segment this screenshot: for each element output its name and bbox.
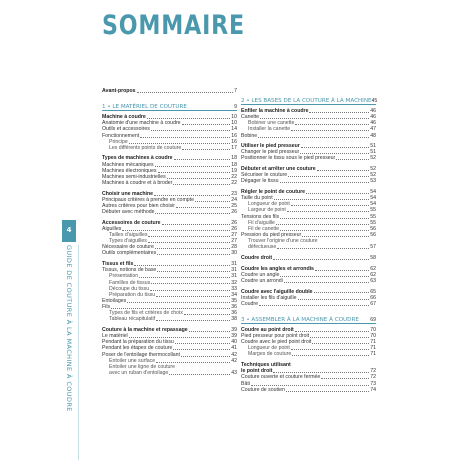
- toc-leader-dots: [280, 218, 369, 219]
- toc-leader-dots: [295, 331, 369, 332]
- toc-leader-dots: [292, 355, 369, 356]
- toc-entry-title: Coudre: [241, 300, 259, 307]
- toc-leader-dots: [309, 112, 369, 113]
- toc-entry-title: Le matériel: [102, 333, 128, 340]
- toc-column-left: [102, 88, 237, 376]
- toc-leader-dots: [291, 205, 369, 206]
- toc-page-number: 72: [370, 374, 376, 381]
- toc-page-number: 53: [370, 178, 376, 185]
- toc-entry: [102, 316, 237, 322]
- toc-leader-dots: [301, 147, 369, 148]
- toc-page-number: 35: [231, 297, 237, 304]
- toc-leader-dots: [167, 178, 231, 179]
- toc-page-number: 7: [234, 87, 237, 94]
- toc-entry-title: Présentation: [109, 273, 139, 280]
- toc-entry-title: Machine à coudre: [102, 114, 146, 121]
- toc-leader-dots: [302, 236, 369, 237]
- toc-entry-title: Machines mécaniques: [102, 161, 154, 168]
- toc-entry-title: Principe: [109, 138, 128, 145]
- toc-entry: [241, 278, 376, 284]
- toc-page-number: 10: [231, 120, 237, 127]
- toc-entry-title: Canette: [241, 114, 260, 121]
- toc-page-number: 55: [370, 219, 376, 226]
- toc-page-number: 42: [231, 351, 237, 358]
- toc-entry-title: Couture de soutien: [241, 386, 285, 393]
- toc-page-number: 32: [231, 279, 237, 286]
- toc-page-number: 47: [370, 126, 376, 133]
- toc-page-number: 69: [370, 316, 376, 323]
- toc-entry-title: Enfiler la machine à coudre: [241, 107, 309, 114]
- toc-entry: [241, 301, 376, 307]
- toc-page-number: 52: [370, 166, 376, 173]
- toc-leader-dots: [277, 248, 369, 249]
- toc-entry-title: Tissus et fils: [102, 261, 134, 268]
- toc-page-number: 24: [231, 196, 237, 203]
- toc-page-number: 48: [370, 132, 376, 139]
- toc-page-number: 55: [370, 213, 376, 220]
- toc-leader-dots: [173, 184, 230, 185]
- toc-leader-dots: [286, 391, 369, 392]
- toc-page-number: 74: [370, 386, 376, 393]
- toc-entry-title: Entoiler une ligne de couture: [109, 363, 176, 370]
- toc-leader-dots: [260, 118, 369, 119]
- toc-entry-title: Coudre un arrondi: [241, 277, 283, 284]
- toc-page-number: 33: [231, 285, 237, 292]
- toc-entry-title: Familles de tissus: [109, 279, 151, 286]
- toc-entry-title: Marges de couture: [248, 351, 292, 358]
- toc-page-number: 39: [231, 333, 237, 340]
- toc-page-number: 27: [231, 238, 237, 245]
- toc-page-number: 31: [231, 261, 237, 268]
- toc-page-number: 22: [231, 173, 237, 180]
- toc-entry-title: Trouver l'origine d'une couture: [248, 238, 318, 245]
- toc-page-number: 54: [370, 189, 376, 196]
- toc-entry-title: Types de machines à coudre: [102, 155, 173, 162]
- toc-section-heading: [241, 96, 376, 105]
- toc-page-number: 36: [231, 310, 237, 317]
- toc-entry-title: Pied presseur pour point droit: [241, 333, 310, 340]
- toc-page-number: 19: [231, 167, 237, 174]
- toc-page-number: 46: [370, 107, 376, 114]
- toc-entry-title: 2 • LES BASES DE LA COUTURE À LA MACHINE: [241, 97, 372, 104]
- toc-leader-dots: [317, 170, 370, 171]
- toc-page-number: 27: [231, 232, 237, 239]
- toc-page-number: 16: [231, 138, 237, 145]
- toc-leader-dots: [182, 149, 230, 150]
- chapter-tab-number: 4: [66, 226, 72, 234]
- toc-page-number: 28: [231, 244, 237, 251]
- toc-page-number: 56: [370, 232, 376, 239]
- toc-entry-title: défectueuse: [248, 244, 277, 251]
- toc-page-number: 36: [231, 304, 237, 311]
- toc-entry-title: Anatomie d'une machine à coudre: [102, 120, 181, 127]
- toc-entry-title: Couture ouverte et couture fermée: [241, 374, 321, 381]
- toc-leader-dots: [155, 248, 230, 249]
- toc-page-number: 22: [231, 180, 237, 187]
- toc-entry-title: Bobiner une canette: [248, 120, 295, 127]
- toc-leader-dots: [291, 349, 369, 350]
- toc-leader-dots: [314, 292, 370, 293]
- toc-page-number: 55: [370, 207, 376, 214]
- toc-entry-title: Accessoires de couture: [102, 219, 161, 226]
- toc-entry-title: Les différents points de couture: [109, 144, 182, 151]
- toc-page-number: 54: [370, 195, 376, 202]
- toc-entry: [241, 178, 376, 184]
- toc-page-number: 62: [370, 265, 376, 272]
- toc-entry-title: Machines semi-industrielles: [102, 173, 166, 180]
- toc-entry-title: Outils et accessoires: [102, 126, 150, 133]
- toc-leader-dots: [274, 199, 369, 200]
- toc-entry-title: Positionner le tissu sous le pied presseur: [241, 155, 336, 162]
- toc-entry: [102, 209, 237, 215]
- toc-entry-title: Débuter et arrêter une couture: [241, 166, 316, 173]
- toc-leader-dots: [175, 343, 230, 344]
- toc-entry-title: Bobine: [241, 132, 258, 139]
- toc-leader-dots: [169, 374, 230, 375]
- toc-entry-title: Types de fils et critères de choix: [109, 310, 183, 317]
- toc-page-number: 57: [370, 244, 376, 251]
- toc-entry-title: Principaux critères à prendre en compte: [102, 196, 194, 203]
- toc-leader-dots: [176, 207, 230, 208]
- toc-entry-title: Types d'aiguilles: [109, 238, 147, 245]
- toc-entry: [241, 255, 376, 261]
- toc-leader-dots: [151, 130, 230, 131]
- toc-leader-dots: [148, 236, 230, 237]
- toc-page-number: 31: [231, 267, 237, 274]
- toc-page-number: 17: [231, 144, 237, 151]
- toc-entry-title: Tailles d'aiguilles: [109, 232, 148, 239]
- toc-leader-dots: [127, 302, 230, 303]
- toc-page-number: 70: [370, 333, 376, 340]
- toc-page-number: 41: [231, 345, 237, 352]
- toc-entry-title: Coudre avec le pied point droit: [241, 339, 312, 346]
- toc-entry-title: Techniques utilisant: [241, 362, 291, 369]
- toc-entry-title: Largeur de point: [248, 207, 286, 214]
- toc-page-number: 10: [231, 114, 237, 121]
- toc-page-number: 26: [231, 225, 237, 232]
- toc-entry-title: Longueur de point: [248, 345, 290, 352]
- toc-entry-title: Machines à coudre et à broder: [102, 180, 173, 187]
- toc-entry: [102, 180, 237, 186]
- toc-leader-dots: [156, 320, 230, 321]
- toc-entry-title: Changer le pied presseur: [241, 149, 300, 156]
- toc-entry-title: le point droit: [241, 368, 273, 375]
- toc-page-number: 16: [231, 132, 237, 139]
- toc-leader-dots: [280, 182, 370, 183]
- toc-entry-title: Poser de l'entoilage thermocollant: [102, 351, 180, 358]
- toc-entry-title: Choisir une machine: [102, 190, 154, 197]
- spine: [66, 245, 74, 450]
- toc-page-number: 9: [234, 103, 237, 110]
- toc-page-number: 31: [231, 273, 237, 280]
- page-title: SOMMAIRE: [102, 10, 245, 41]
- toc-leader-dots: [158, 172, 231, 173]
- toc-entry-title: Préparation du tissu: [109, 291, 156, 298]
- toc-entry-title: Aiguilles: [102, 225, 122, 232]
- spine-divider: [78, 245, 79, 460]
- toc-entry: [241, 155, 376, 161]
- toc-leader-dots: [321, 378, 369, 379]
- toc-leader-dots: [284, 282, 369, 283]
- toc-page-number: 51: [370, 149, 376, 156]
- toc-leader-dots: [258, 137, 369, 138]
- toc-page-number: 34: [231, 291, 237, 298]
- toc-entry-title: 3 • ASSEMBLER À LA MACHINE À COUDRE: [241, 316, 359, 323]
- toc-entry: [102, 250, 237, 256]
- toc-leader-dots: [147, 118, 230, 119]
- toc-page-number: 54: [370, 201, 376, 208]
- toc-leader-dots: [148, 242, 230, 243]
- toc-page-number: 72: [370, 368, 376, 375]
- toc-leader-dots: [129, 143, 230, 144]
- toc-leader-dots: [156, 296, 230, 297]
- toc-entry-title: Outils complémentaires: [102, 250, 157, 257]
- toc-page-number: 58: [370, 254, 376, 261]
- toc-entry: [102, 88, 237, 94]
- toc-page-number: 38: [231, 316, 237, 323]
- toc-section-heading: [102, 102, 237, 111]
- toc-page-number: 73: [370, 380, 376, 387]
- toc-entry: [102, 145, 237, 151]
- toc-entry-title: Coudre au point droit: [241, 326, 294, 333]
- toc-page-number: 63: [370, 277, 376, 284]
- toc-leader-dots: [155, 213, 230, 214]
- toc-page-number: 51: [370, 143, 376, 150]
- toc-leader-dots: [336, 159, 369, 160]
- toc-leader-dots: [280, 276, 369, 277]
- toc-entry-title: Entoiler une surface: [109, 357, 156, 364]
- toc-entry-title: Machines électroniques: [102, 167, 157, 174]
- toc-entry-title: Coudre les angles et arrondis: [241, 265, 314, 272]
- toc-entry-title: Fonctionnement: [102, 132, 140, 139]
- toc-entry: [102, 370, 237, 376]
- toc-entry-title: Sécuriser le couture: [241, 172, 288, 179]
- toc-entry-title: Tissus, notions de base: [102, 267, 157, 274]
- toc-entry-title: Autres critères pour bien choisir: [102, 202, 175, 209]
- toc-leader-dots: [298, 299, 370, 300]
- toc-page-number: 26: [231, 219, 237, 226]
- spine-title: GUIDE DE COUTURE À LA MACHINE À COUDRE: [65, 245, 73, 412]
- toc-entry-title: Coudre un angle: [241, 271, 280, 278]
- toc-entry-title: Installer la canette: [248, 126, 291, 133]
- toc-leader-dots: [182, 124, 231, 125]
- toc-leader-dots: [140, 137, 230, 138]
- toc-page-number: 56: [370, 225, 376, 232]
- toc-leader-dots: [306, 193, 369, 194]
- toc-entry: [241, 244, 376, 250]
- toc-leader-dots: [300, 153, 369, 154]
- toc-entry-title: Avant-propos: [102, 87, 136, 94]
- toc-leader-dots: [315, 270, 369, 271]
- toc-leader-dots: [273, 372, 369, 373]
- toc-entry-title: Longueur de point: [248, 201, 290, 208]
- toc-page-number: 45: [371, 97, 378, 104]
- toc-page-number: 62: [370, 271, 376, 278]
- toc-leader-dots: [111, 308, 230, 309]
- toc-entry: [241, 387, 376, 393]
- toc-page-number: 66: [370, 294, 376, 301]
- toc-leader-dots: [251, 385, 369, 386]
- toc-leader-dots: [154, 195, 230, 196]
- toc-page-number: 65: [370, 288, 376, 295]
- toc-leader-dots: [162, 224, 231, 225]
- toc-entry-title: Entoilages: [102, 297, 127, 304]
- toc-leader-dots: [259, 305, 369, 306]
- toc-entry-title: 1 • LE MATÉRIEL DE COUTURE: [102, 103, 187, 110]
- toc-entry-title: Couture à la machine et repassage: [102, 326, 188, 333]
- toc-leader-dots: [151, 283, 230, 284]
- toc-leader-dots: [195, 201, 230, 202]
- toc-page-number: 30: [231, 250, 237, 257]
- toc-leader-dots: [129, 337, 231, 338]
- toc-leader-dots: [280, 230, 369, 231]
- toc-column-right: [241, 88, 376, 393]
- toc-page-number: 25: [231, 202, 237, 209]
- toc-leader-dots: [157, 271, 230, 272]
- toc-leader-dots: [295, 124, 369, 125]
- toc-page-number: 23: [231, 190, 237, 197]
- toc-leader-dots: [273, 259, 369, 260]
- toc-leader-dots: [134, 265, 230, 266]
- toc-page-number: 67: [370, 300, 376, 307]
- toc-entry: [241, 352, 376, 358]
- toc-leader-dots: [137, 92, 234, 93]
- toc-entry-title: Tableau récapitulatif: [109, 316, 156, 323]
- toc-leader-dots: [276, 224, 369, 225]
- toc-page-number: 42: [231, 357, 237, 364]
- toc-entry-title: Bâti: [241, 380, 250, 387]
- toc-leader-dots: [184, 314, 230, 315]
- toc-leader-dots: [139, 277, 230, 278]
- toc-page-number: 18: [231, 161, 237, 168]
- toc-page-number: 39: [231, 326, 237, 333]
- toc-leader-dots: [174, 159, 231, 160]
- toc-page-number: 71: [370, 339, 376, 346]
- toc-entry-title: Fil d'aiguille: [248, 219, 275, 226]
- toc-leader-dots: [287, 211, 369, 212]
- toc-page-number: 46: [370, 114, 376, 121]
- toc-leader-dots: [312, 343, 369, 344]
- toc-entry-title: Installer les fils d'aiguille: [241, 294, 297, 301]
- toc-entry-title: Pendant les étapes de couture: [102, 345, 173, 352]
- toc-leader-dots: [156, 362, 230, 363]
- toc-entry-title: avec un ruban d'entoilage: [109, 369, 169, 376]
- toc-page-number: 46: [370, 120, 376, 127]
- toc-leader-dots: [291, 130, 369, 131]
- toc-page-number: 26: [231, 209, 237, 216]
- toc-section-heading: [241, 315, 376, 324]
- toc-leader-dots: [310, 337, 369, 338]
- toc-entry-title: Utiliser le pied presseur: [241, 143, 300, 150]
- toc-entry-title: Nécessaire de couture: [102, 244, 154, 251]
- toc-entry-title: Pression du pied presseur: [241, 232, 302, 239]
- toc-leader-dots: [157, 254, 230, 255]
- toc-page-number: 71: [370, 351, 376, 358]
- toc-entry-title: Tensions des fils: [241, 213, 280, 220]
- toc-entry-title: Pendant la préparation du tissu: [102, 339, 174, 346]
- toc-page-number: 40: [231, 339, 237, 346]
- toc-leader-dots: [189, 331, 231, 332]
- toc-entry-title: Fil de canette: [248, 225, 280, 232]
- toc-leader-dots: [150, 290, 230, 291]
- toc-page-number: 70: [370, 326, 376, 333]
- toc-entry-title: Débuter avec méthode: [102, 209, 155, 216]
- toc-entry-title: Taille du point: [241, 195, 273, 202]
- toc-entry: [241, 133, 376, 139]
- toc-entry-title: Coudre avec l'aiguille double: [241, 288, 313, 295]
- toc-entry-title: Fils: [102, 304, 111, 311]
- toc-entry-title: Dégager le tissu: [241, 178, 279, 185]
- toc-page-number: 43: [231, 369, 237, 376]
- toc-entry-title: Régler le point de couture: [241, 189, 305, 196]
- toc-page-number: 52: [370, 172, 376, 179]
- toc-leader-dots: [181, 356, 230, 357]
- toc-leader-dots: [155, 166, 231, 167]
- toc-entry-title: Découpe du tissu: [109, 285, 150, 292]
- toc-page-number: 52: [370, 155, 376, 162]
- toc-leader-dots: [288, 176, 369, 177]
- toc-leader-dots: [173, 349, 230, 350]
- toc-page-number: 18: [231, 155, 237, 162]
- toc-leader-dots: [122, 230, 230, 231]
- toc-page-number: 71: [370, 345, 376, 352]
- toc-entry-title: Coudre droit: [241, 254, 273, 261]
- toc-page-number: 14: [231, 126, 237, 133]
